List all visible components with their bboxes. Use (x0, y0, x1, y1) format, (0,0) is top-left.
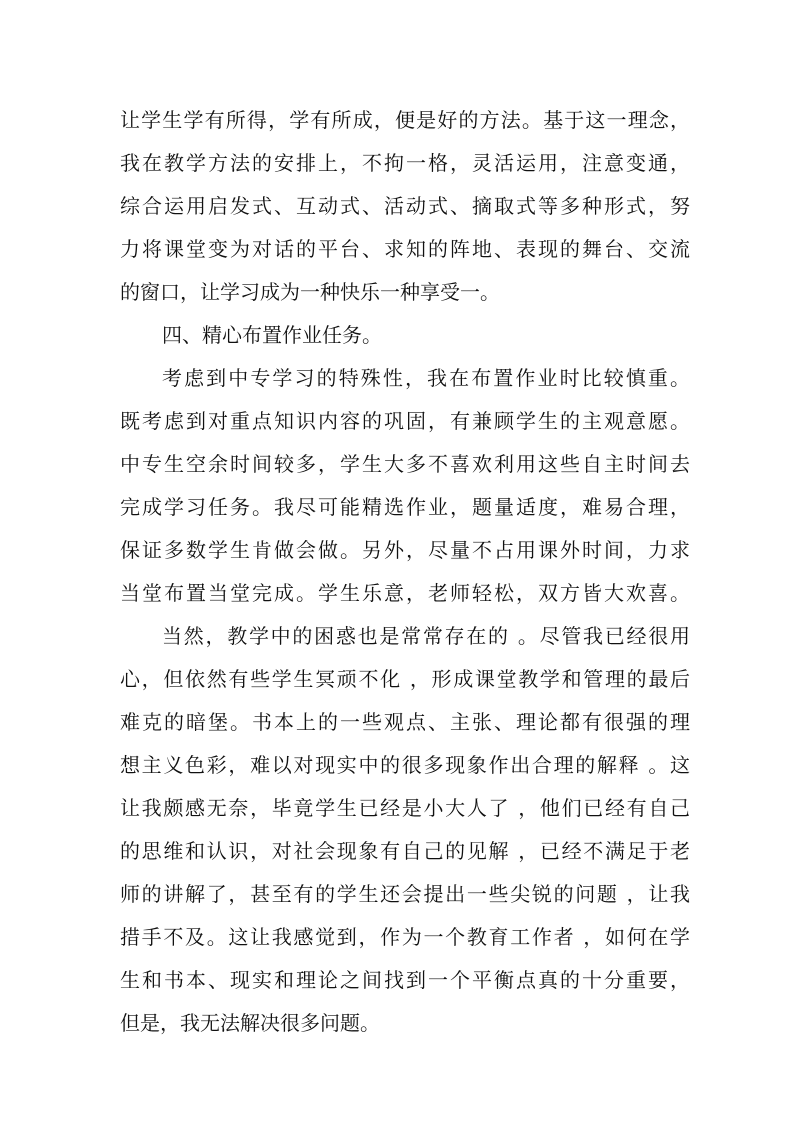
paragraph-line: 既考虑到对重点知识内容的巩固，有兼顾学生的主观意愿。 (120, 409, 690, 433)
paragraph-line: 想主义色彩，难以对现实中的很多现象作出合理的解释 。这 (120, 753, 690, 777)
paragraph-line: 的窗口，让学习成为一种快乐一种享受一。 (120, 280, 500, 304)
paragraph-line: 难克的暗堡。书本上的一些观点、主张、理论都有很强的理 (120, 710, 690, 734)
paragraph-line: 让学生学有所得，学有所成，便是好的方法。基于这一理念， (120, 108, 690, 132)
paragraph-line: 让我颇感无奈，毕竟学生已经是小大人了 ，他们已经有自己 (120, 796, 690, 820)
paragraph-line: 生和书本、现实和理论之间找到一个平衡点真的十分重要， (120, 968, 690, 992)
paragraph-line: 保证多数学生肯做会做。另外，尽量不占用课外时间，力求 (120, 538, 690, 562)
paragraph-line: 力将课堂变为对话的平台、求知的阵地、表现的舞台、交流 (120, 237, 690, 261)
paragraph-line: 师的讲解了，甚至有的学生还会提出一些尖锐的问题 ，让我 (120, 882, 690, 906)
paragraph-line: 当堂布置当堂完成。学生乐意，老师轻松，双方皆大欢喜。 (120, 581, 690, 605)
paragraph-line: 心，但依然有些学生冥顽不化 ，形成课堂教学和管理的最后 (120, 667, 690, 691)
paragraph-line: 我在教学方法的安排上，不拘一格，灵活运用，注意变通， (120, 151, 690, 175)
paragraph-line: 完成学习任务。我尽可能精选作业，题量适度，难易合理， (120, 495, 690, 519)
section-heading: 四、精心布置作业任务。 (162, 323, 382, 347)
paragraph-line: 中专生空余时间较多，学生大多不喜欢利用这些自主时间去 (120, 452, 690, 476)
paragraph-line: 的思维和认识，对社会现象有自己的见解 ，已经不满足于老 (120, 839, 690, 863)
paragraph-line: 考虑到中专学习的特殊性，我在布置作业时比较慎重。 (162, 366, 690, 390)
paragraph-line: 措手不及。这让我感觉到，作为一个教育工作者 ，如何在学 (120, 925, 690, 949)
paragraph-line: 当然，教学中的困惑也是常常存在的 。尽管我已经很用 (162, 624, 690, 648)
paragraph-line: 但是，我无法解决很多问题。 (120, 1011, 380, 1035)
paragraph-line: 综合运用启发式、互动式、活动式、摘取式等多种形式，努 (120, 194, 690, 218)
